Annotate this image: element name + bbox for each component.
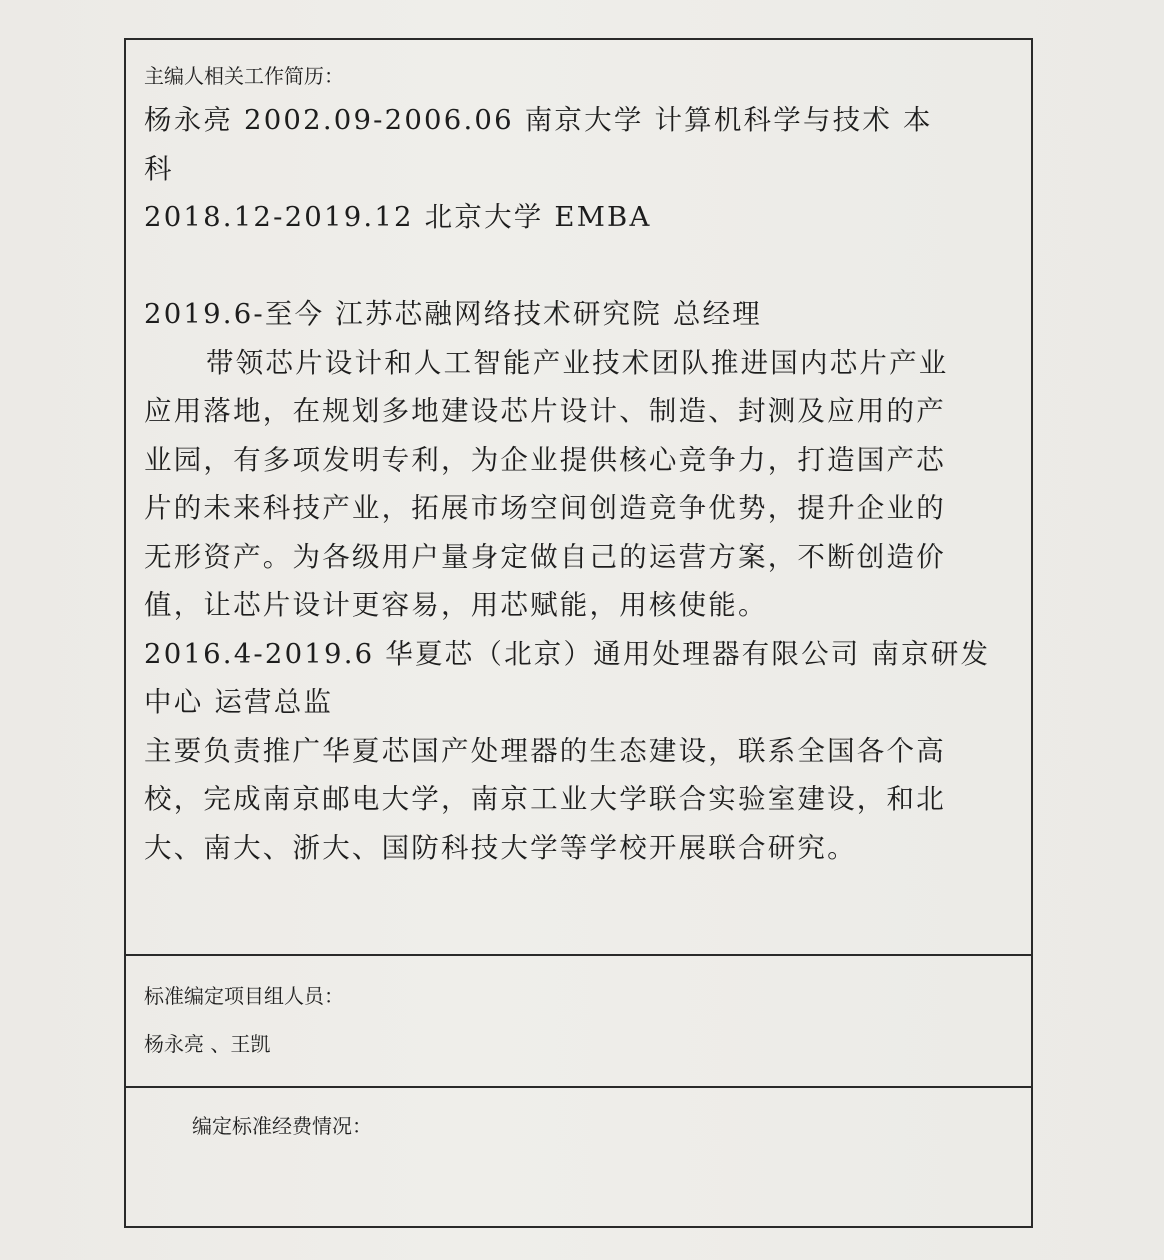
resume-line: 大、南大、浙大、国防科技大学等学校开展联合研究。 — [144, 831, 857, 864]
resume-line: 2018.12-2019.12 北京大学 EMBA — [144, 201, 652, 233]
resume-line: 2016.4-2019.6 华夏芯（北京）通用处理器有限公司 南京研发 — [144, 637, 991, 670]
resume-line: 主要负责推广华夏芯国产处理器的生态建设，联系全国各个高 — [144, 734, 946, 767]
resume-line: 值，让芯片设计更容易，用芯赋能，用核使能。 — [144, 589, 768, 621]
resume-line: 校，完成南京邮电大学，南京工业大学联合实验室建设，和北 — [144, 783, 946, 815]
resume-line: 2019.6-至今 江苏芯融网络技术研究院 总经理 — [144, 298, 762, 330]
resume-line: 无形资产。为各级用户量身定做自己的运营方案，不断创造价 — [144, 540, 946, 573]
resume-line: 杨永亮 2002.09-2006.06 南京大学 计算机科学与技术 本 — [144, 104, 933, 136]
resume-line: 片的未来科技产业，拓展市场空间创造竞争优势，提升企业的 — [144, 492, 946, 524]
members-names: 杨永亮 、王凯 — [144, 1032, 271, 1056]
funds-label: 编定标准经费情况： — [192, 1114, 372, 1138]
resume-blank-line — [144, 242, 1022, 291]
resume-section — [126, 40, 1031, 954]
resume-line: 应用落地，在规划多地建设芯片设计、制造、封测及应用的产 — [144, 395, 946, 427]
form-table — [124, 38, 1033, 1228]
resume-line: 中心 运营总监 — [144, 686, 334, 718]
resume-line: 带领芯片设计和人工智能产业技术团队推进国内芯片产业 — [206, 346, 949, 379]
resume-label: 主编人相关工作简历： — [144, 64, 344, 88]
resume-body — [144, 96, 1022, 872]
resume-line: 业园，有多项发明专利，为企业提供核心竞争力，打造国产芯 — [144, 443, 946, 476]
resume-line: 科 — [144, 152, 174, 185]
members-label: 标准编定项目组人员： — [144, 984, 344, 1008]
funds-section — [126, 1086, 1031, 1226]
members-section — [126, 954, 1031, 1086]
